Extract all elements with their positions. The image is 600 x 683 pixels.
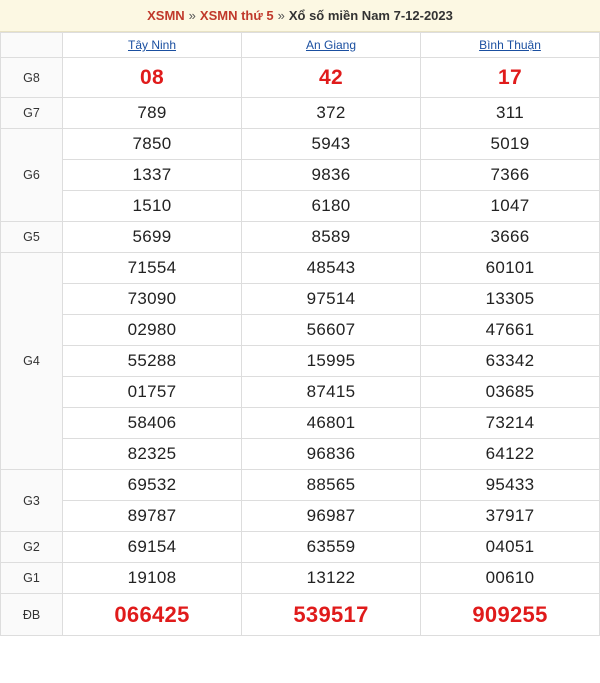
table-row — [1, 315, 600, 346]
table-row — [1, 253, 600, 284]
prize-number-cell: 46801 — [242, 408, 421, 439]
prize-number-cell: 19108 — [63, 563, 242, 594]
table-row — [1, 222, 600, 253]
breadcrumb-item-0[interactable]: XSMN — [147, 8, 185, 23]
province-header-2[interactable]: Bình Thuận — [421, 33, 600, 58]
prize-label-G3: G3 — [1, 470, 63, 532]
prize-number-cell: 37917 — [421, 501, 600, 532]
prize-number-cell: 96836 — [242, 439, 421, 470]
breadcrumb-item-2: Xổ số miền Nam 7-12-2023 — [288, 8, 453, 23]
breadcrumb — [0, 0, 600, 32]
lottery-results-table — [0, 32, 600, 636]
prize-label-G4: G4 — [1, 253, 63, 470]
prize-number-cell: 5699 — [63, 222, 242, 253]
table-row — [1, 284, 600, 315]
table-header-row — [1, 33, 600, 58]
prize-number-cell: 5019 — [421, 129, 600, 160]
prize-label-G5: G5 — [1, 222, 63, 253]
prize-number-cell: 1047 — [421, 191, 600, 222]
prize-number-cell: 03685 — [421, 377, 600, 408]
prize-number-cell: 311 — [421, 98, 600, 129]
province-header-1[interactable]: An Giang — [242, 33, 421, 58]
table-row — [1, 439, 600, 470]
table-row — [1, 346, 600, 377]
prize-number-cell: 00610 — [421, 563, 600, 594]
prize-number-cell: 1510 — [63, 191, 242, 222]
prize-number-cell: 42 — [242, 58, 421, 98]
prize-number-cell: 96987 — [242, 501, 421, 532]
breadcrumb-item-1[interactable]: XSMN thứ 5 — [199, 8, 274, 23]
prize-number-cell: 066425 — [63, 594, 242, 636]
prize-number-cell: 95433 — [421, 470, 600, 501]
table-row — [1, 470, 600, 501]
table-row — [1, 594, 600, 636]
prize-number-cell: 8589 — [242, 222, 421, 253]
prize-number-cell: 97514 — [242, 284, 421, 315]
prize-label-G6: G6 — [1, 129, 63, 222]
breadcrumb-separator-1: » — [277, 8, 285, 23]
prize-number-cell: 69532 — [63, 470, 242, 501]
prize-number-cell: 47661 — [421, 315, 600, 346]
prize-number-cell: 89787 — [63, 501, 242, 532]
prize-number-cell: 88565 — [242, 470, 421, 501]
prize-number-cell: 15995 — [242, 346, 421, 377]
prize-label-G1: G1 — [1, 563, 63, 594]
table-row — [1, 160, 600, 191]
prize-number-cell: 82325 — [63, 439, 242, 470]
prize-label-G2: G2 — [1, 532, 63, 563]
table-row — [1, 98, 600, 129]
prize-label-G7: G7 — [1, 98, 63, 129]
prize-number-cell: 63559 — [242, 532, 421, 563]
prize-number-cell: 69154 — [63, 532, 242, 563]
prize-number-cell: 17 — [421, 58, 600, 98]
table-body — [1, 58, 600, 636]
prize-label-ĐB: ĐB — [1, 594, 63, 636]
prize-number-cell: 5943 — [242, 129, 421, 160]
table-row — [1, 191, 600, 222]
prize-number-cell: 48543 — [242, 253, 421, 284]
prize-number-cell: 60101 — [421, 253, 600, 284]
prize-number-cell: 9836 — [242, 160, 421, 191]
prize-number-cell: 01757 — [63, 377, 242, 408]
prize-number-cell: 7850 — [63, 129, 242, 160]
table-row — [1, 563, 600, 594]
table-row — [1, 408, 600, 439]
table-row — [1, 532, 600, 563]
prize-number-cell: 372 — [242, 98, 421, 129]
prize-number-cell: 909255 — [421, 594, 600, 636]
prize-number-cell: 08 — [63, 58, 242, 98]
prize-number-cell: 02980 — [63, 315, 242, 346]
prize-number-cell: 13305 — [421, 284, 600, 315]
table-row — [1, 377, 600, 408]
breadcrumb-separator-0: » — [188, 8, 196, 23]
prize-number-cell: 1337 — [63, 160, 242, 191]
prize-number-cell: 6180 — [242, 191, 421, 222]
province-header-0[interactable]: Tây Ninh — [63, 33, 242, 58]
prize-number-cell: 7366 — [421, 160, 600, 191]
table-row — [1, 501, 600, 532]
prize-number-cell: 13122 — [242, 563, 421, 594]
prize-number-cell: 71554 — [63, 253, 242, 284]
prize-number-cell: 58406 — [63, 408, 242, 439]
prize-number-cell: 87415 — [242, 377, 421, 408]
prize-number-cell: 56607 — [242, 315, 421, 346]
prize-number-cell: 539517 — [242, 594, 421, 636]
prize-number-cell: 64122 — [421, 439, 600, 470]
prize-number-cell: 04051 — [421, 532, 600, 563]
table-row — [1, 58, 600, 98]
prize-number-cell: 3666 — [421, 222, 600, 253]
prize-number-cell: 73090 — [63, 284, 242, 315]
prize-number-cell: 63342 — [421, 346, 600, 377]
prize-number-cell: 73214 — [421, 408, 600, 439]
table-corner-header — [1, 33, 63, 58]
prize-number-cell: 789 — [63, 98, 242, 129]
prize-number-cell: 55288 — [63, 346, 242, 377]
prize-label-G8: G8 — [1, 58, 63, 98]
table-row — [1, 129, 600, 160]
